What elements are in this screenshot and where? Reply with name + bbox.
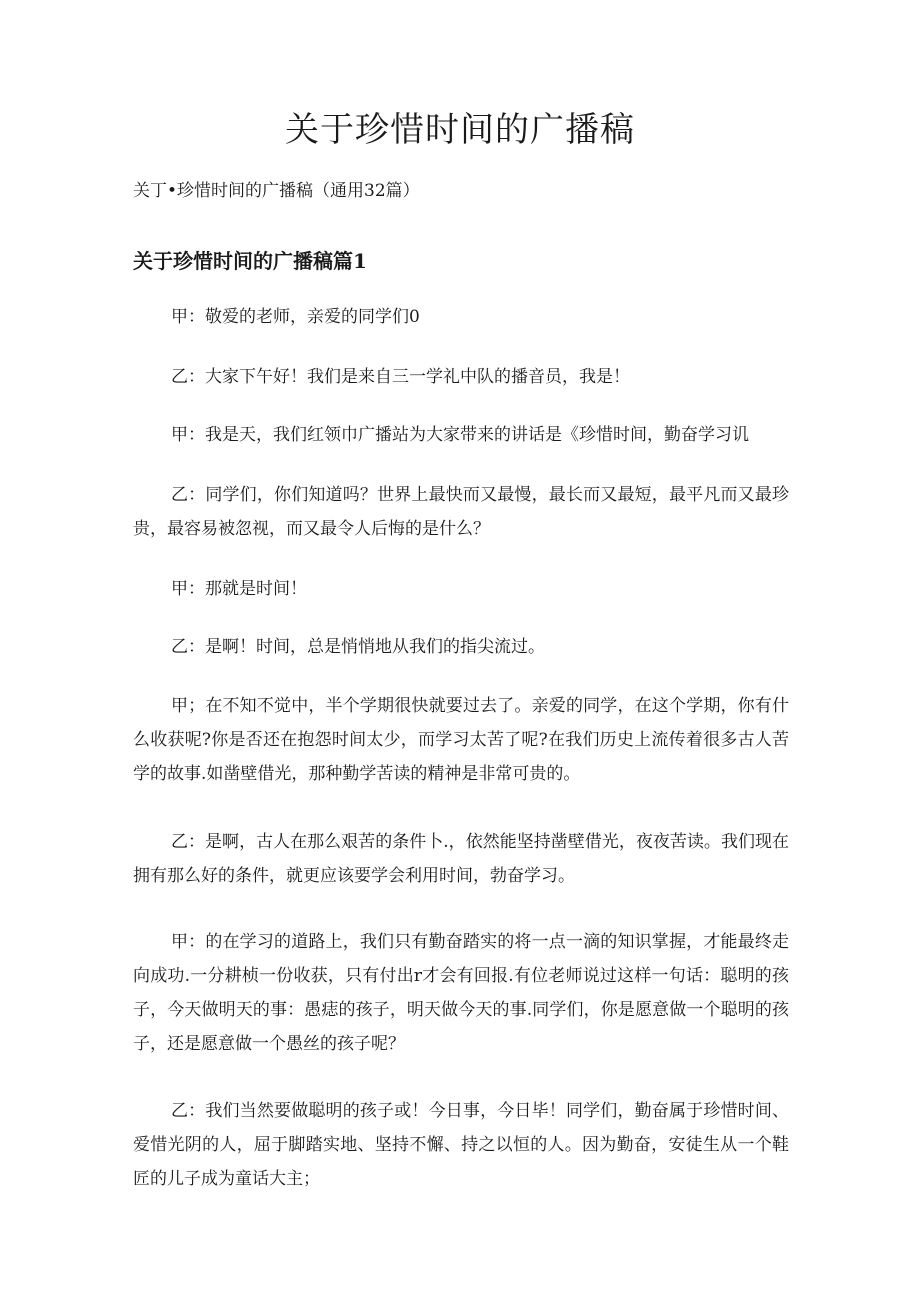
paragraph: 甲：我是天，我们红领巾广播站为大家带来的讲话是《珍惜时间，勤奋学习讥: [171, 425, 749, 445]
paragraph: 乙：同学们，你们知道吗？世界上最快而又最慢，最长而又最短，最平凡而又最珍贵，最容易被忽视，而又最令人后悔的是什么？: [133, 485, 789, 539]
section-heading: 关于珍惜时间的广播稿篇1: [133, 249, 367, 273]
paragraph: 甲；在不知不觉中，半个学期很快就要过去了。亲爱的同学，在这个学期，你有什么收获呢?你是否还在抱怨时间太少，而学习太苦了呢?在我们历史上流传着很多古人苦学的故事.如凿壁借光，那种勤学苦读的精神是非常可贵的。: [133, 696, 789, 784]
document-title: 关于珍惜时间的广播稿: [285, 110, 635, 150]
paragraph: 乙：大家下午好！我们是来自三一学礼中队的播音员，我是！: [171, 367, 630, 387]
paragraph: 乙：我们当然要做聪明的孩子或！今日事，今日毕！同学们，勤奋属于珍惜时间、爱惜光阴的人，屈于脚踏实地、坚持不懈、持之以恒的人。因为勤奋，安徒生从一个鞋匠的儿子成为童话大主；: [133, 1101, 789, 1189]
paragraph: 乙：是啊，古人在那么艰苦的条件卜.，依然能坚持凿壁借光，夜夜苦读。我们现在拥有那么好的条件，就更应该要学会利用时间，勃奋学习。: [133, 832, 789, 886]
paragraph: 乙：是啊！时间，总是悄悄地从我们的指尖流过。: [171, 637, 545, 657]
paragraph: 甲：的在学习的道路上，我们只有勤奋踏实的将一点一滴的知识掌握，才能最终走向成功.一分耕桢一份收获，只有付出r才会有回报.有位老师说过这样一句话：聪明的孩子，今天做明天的事：愚痣的孩子，明天做今天的事.同学们，你是愿意做一个聪明的孩子，还是愿意做一个愚丝的孩子呢？: [133, 932, 789, 1054]
paragraph: 甲：那就是时间！: [171, 579, 307, 599]
paragraph: 甲：敬爱的老师，亲爱的同学们0: [171, 307, 420, 327]
document-subtitle: 关丁•珍惜时间的广播稿（通用32篇）: [133, 181, 420, 201]
